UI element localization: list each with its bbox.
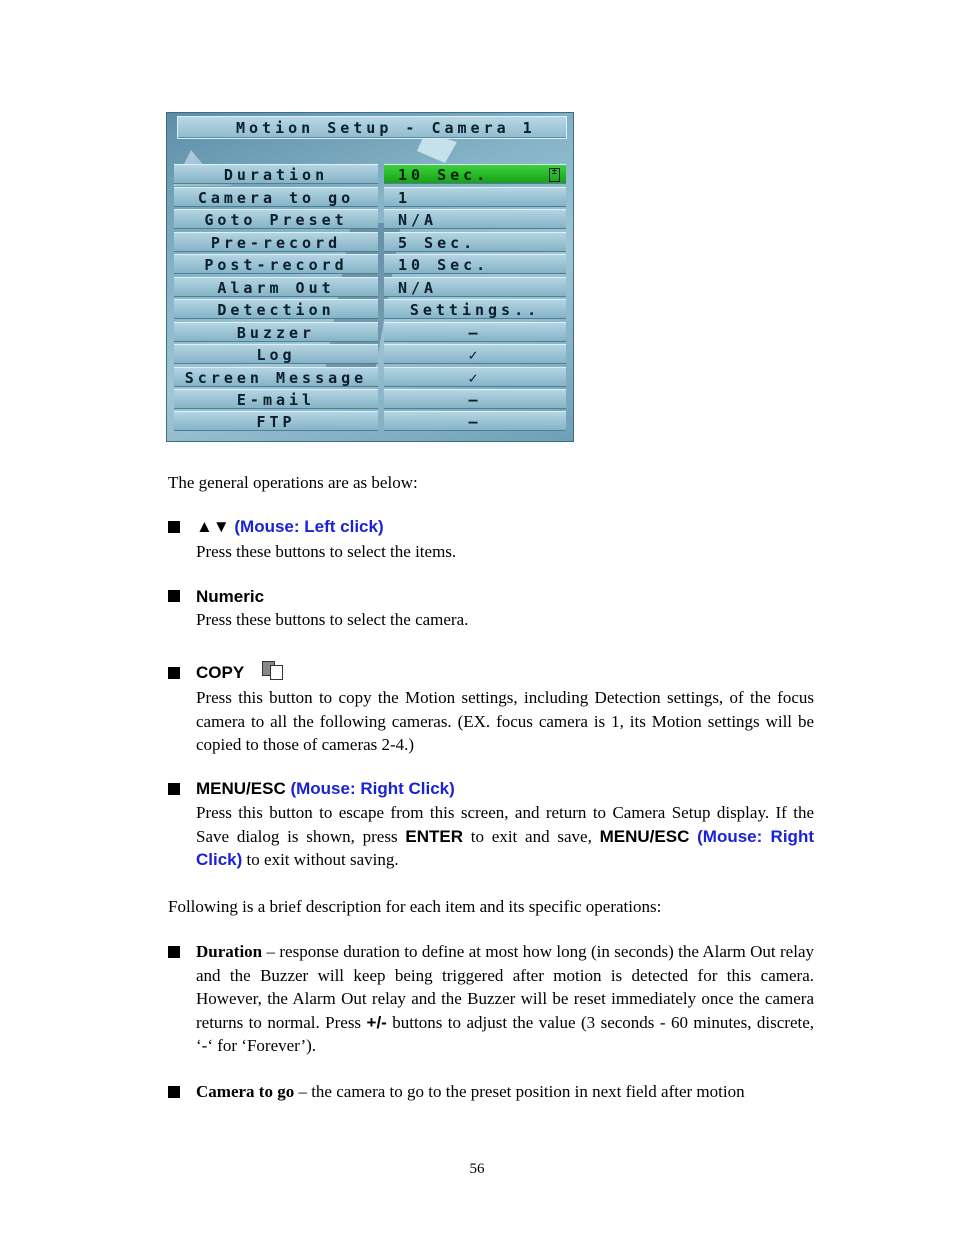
menu-esc-text-3: to exit without saving. [246, 850, 399, 869]
arrows-description: Press these buttons to select the items. [196, 542, 457, 561]
osd-row-alarm-out [174, 277, 566, 297]
numeric-heading: Numeric [196, 587, 265, 606]
duration-text-1: – response duration to define at most how long (in seconds) the Alarm Out relay and the Buzzer will keep being triggered after motion is detected for this camera. However, the Alarm Out relay and the Buzzer will be reset immediately once the camera returns to normal. Press [196, 942, 814, 1032]
bullet-icon [168, 590, 180, 602]
osd-row-detection [174, 299, 566, 319]
menu-esc-description [196, 801, 814, 872]
osd-row-buzzer [174, 322, 566, 342]
spinner-icon: ± [549, 168, 560, 182]
copy-icon [261, 660, 285, 680]
copy-description: Press this button to copy the Motion settings, including Detection settings, of the focus camera to all the following cameras. (EX. focus camera is 1, its Motion settings will be copied to those of cameras 2-4.) [196, 688, 814, 754]
osd-row-label: Buzzer [174, 322, 378, 342]
mouse-left-click-note: (Mouse: Left click) [234, 517, 384, 536]
osd-row-value: 5 Sec. [384, 232, 566, 252]
intro-paragraph: The general operations are as below: [168, 473, 418, 492]
osd-value-text: 10 Sec. [398, 166, 490, 184]
camera-to-go-term: Camera to go [196, 1082, 295, 1101]
menu-esc-text-1: Press this button to escape from this screen, and return to Camera Setup display. If the Save dialog is shown, press [196, 803, 814, 846]
page-number: 56 [469, 1161, 485, 1177]
arrows-heading [196, 517, 384, 537]
osd-row-duration [174, 164, 566, 184]
following-paragraph: Following is a brief description for each item and its specific operations: [168, 897, 662, 916]
duration-term: Duration [196, 942, 263, 961]
osd-row-value: N/A [384, 209, 566, 229]
osd-row-value: Settings.. [384, 299, 566, 319]
osd-row-value: – [384, 411, 566, 431]
osd-row-goto-preset [174, 209, 566, 229]
osd-row-value: ✓ [384, 367, 566, 387]
osd-row-pre-record [174, 232, 566, 252]
copy-heading-label: COPY [196, 663, 244, 682]
bullet-icon [168, 667, 180, 679]
osd-row-camera-to-go [174, 187, 566, 207]
osd-row-label: Log [174, 344, 378, 364]
osd-row-label: Post-record [174, 254, 378, 274]
osd-row-screen-message [174, 367, 566, 387]
osd-row-log [174, 344, 566, 364]
camera-to-go-text: – the camera to go to the preset position in next field after motion [298, 1082, 745, 1101]
motion-setup-osd-image [166, 112, 574, 442]
osd-title: Motion Setup - Camera 1 [177, 116, 567, 139]
osd-row-label: Screen Message [174, 367, 378, 387]
osd-row-ftp [174, 411, 566, 431]
bullet-icon [168, 946, 180, 958]
copy-heading [196, 660, 285, 683]
plus-minus-key-label: +/- [366, 1012, 387, 1032]
enter-key-label: ENTER [405, 826, 463, 846]
camera-to-go-description [196, 1080, 814, 1104]
mouse-right-click-note: (Mouse: Right Click) [290, 779, 455, 798]
osd-row-label: Alarm Out [174, 277, 378, 297]
numeric-description: Press these buttons to select the camera. [196, 610, 469, 629]
bullet-icon [168, 1086, 180, 1098]
bullet-icon [168, 783, 180, 795]
duration-description [196, 940, 814, 1058]
osd-row-label: E-mail [174, 389, 378, 409]
osd-row-value: 10 Sec. [384, 254, 566, 274]
menu-esc-heading [196, 779, 455, 799]
osd-row-value: N/A [384, 277, 566, 297]
osd-row-post-record [174, 254, 566, 274]
osd-row-value: – [384, 322, 566, 342]
arrow-keys-symbol: ▲▼ [196, 517, 230, 536]
menu-esc-label: MENU/ESC [196, 779, 286, 798]
osd-row-label: Pre-record [174, 232, 378, 252]
osd-row-label: Duration [174, 164, 378, 184]
menu-esc-text-2: to exit and save, [470, 826, 592, 846]
osd-row-value: 1 [384, 187, 566, 207]
osd-row-email [174, 389, 566, 409]
osd-row-label: FTP [174, 411, 378, 431]
osd-row-value-selected [384, 164, 566, 184]
osd-row-value: – [384, 389, 566, 409]
duration-text-2: buttons to adjust the value (3 seconds - 60 minutes, discrete, ‘-‘ for ‘Forever’). [196, 1012, 815, 1055]
osd-row-label: Goto Preset [174, 209, 378, 229]
osd-row-label: Camera to go [174, 187, 378, 207]
bullet-icon [168, 521, 180, 533]
menu-esc-key-label: MENU/ESC [599, 826, 690, 846]
mouse-right-click-note-2: (Mouse: Right Click) [196, 826, 814, 869]
osd-row-value: ✓ [384, 344, 566, 364]
osd-row-label: Detection [174, 299, 378, 319]
